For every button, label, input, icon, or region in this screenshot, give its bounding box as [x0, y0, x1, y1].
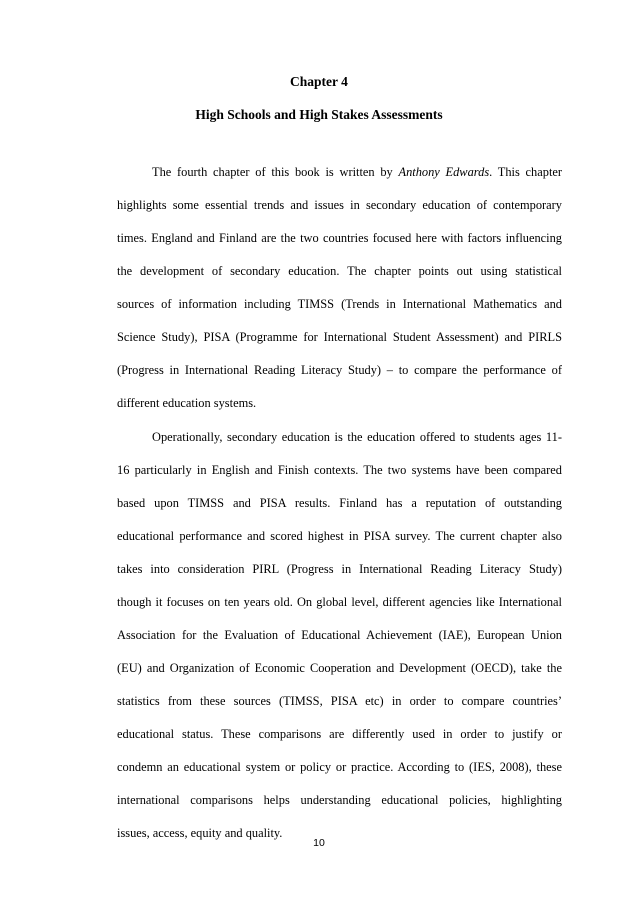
- chapter-label: Chapter 4: [290, 74, 348, 89]
- paragraph-2-line: international comparisons helps understanding educational policies, highlighting: [117, 793, 562, 807]
- chapter-title: High Schools and High Stakes Assessments: [195, 107, 443, 122]
- paragraph-2-line: Association for the Evaluation of Educational Achievement (IAE), European Union: [117, 628, 562, 642]
- paragraph-1-line: [152, 163, 562, 181]
- page-number: 10: [313, 837, 325, 849]
- paragraph-2-line: condemn an educational system or policy or practice. According to (IES, 2008), these: [117, 760, 562, 774]
- line-text: The fourth chapter of this book is written by: [152, 165, 399, 179]
- paragraph-2-line: Operationally, secondary education is the education offered to students ages 11-: [152, 430, 562, 444]
- paragraph-1-line: different education systems.: [117, 396, 257, 410]
- paragraph-2-line: takes into consideration PIRL (Progress in International Reading Literacy Study): [117, 562, 562, 576]
- paragraph-1-line: the development of secondary education. The chapter points out using statistical: [117, 264, 562, 278]
- paragraph-1-line: (Progress in International Reading Literacy Study) – to compare the performance of: [117, 363, 562, 377]
- paragraph-2-line: issues, access, equity and quality.: [117, 826, 283, 840]
- paragraph-1-line: highlights some essential trends and issues in secondary education of contemporary: [117, 198, 562, 212]
- paragraph-2-line: (EU) and Organization of Economic Cooperation and Development (OECD), take the: [117, 661, 562, 675]
- paragraph-2-line: statistics from these sources (TIMSS, PISA etc) in order to compare countries’: [117, 694, 562, 708]
- paragraph-2-line: based upon TIMSS and PISA results. Finland has a reputation of outstanding: [117, 496, 562, 510]
- paragraph-2-line: educational performance and scored highest in PISA survey. The current chapter also: [117, 529, 562, 543]
- author-name: Anthony Edwards: [398, 165, 490, 179]
- paragraph-2-line: 16 particularly in English and Finish contexts. The two systems have been compared: [117, 463, 562, 477]
- paragraph-1-line: Science Study), PISA (Programme for International Student Assessment) and PIRLS: [117, 330, 562, 344]
- paragraph-2-line: though it focuses on ten years old. On global level, different agencies like International: [117, 595, 562, 609]
- paragraph-2-line: educational status. These comparisons are differently used in order to justify or: [117, 727, 562, 741]
- line-text: . This chapter: [489, 165, 563, 179]
- paragraph-1-line: times. England and Finland are the two countries focused here with factors influencing: [117, 231, 562, 245]
- paragraph-1-line: sources of information including TIMSS (Trends in International Mathematics and: [117, 297, 562, 311]
